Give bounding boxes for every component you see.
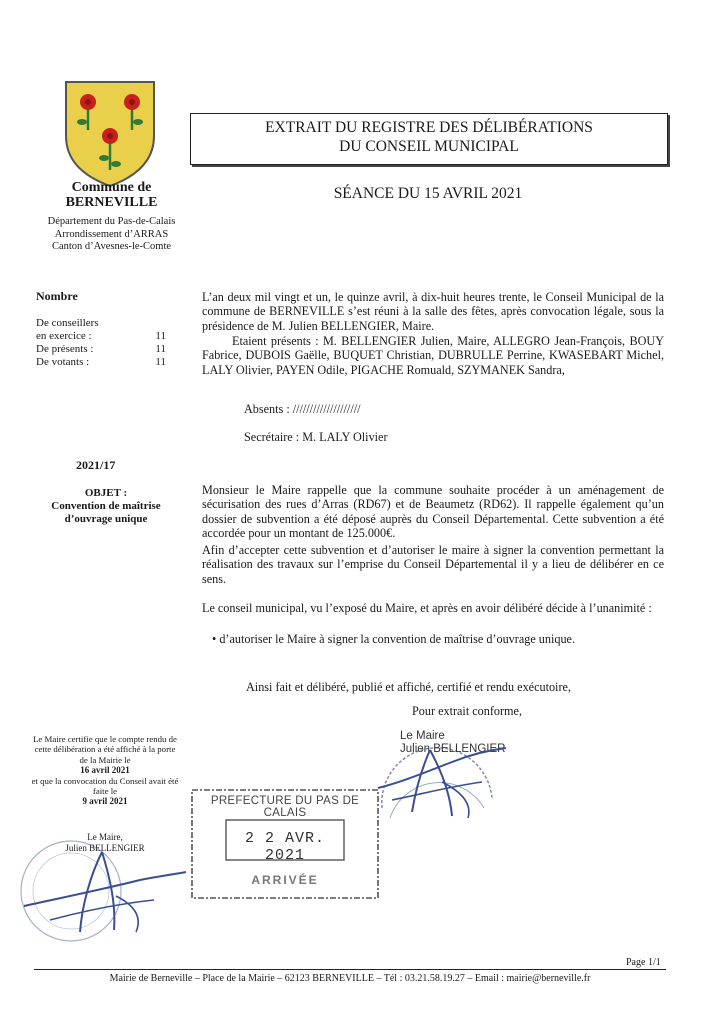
register-line-1: EXTRAIT DU REGISTRE DES DÉLIBÉRATIONS [265,119,593,136]
deliberation-number: 2021/17 [76,458,116,472]
stamp-title: PREFECTURE DU PAS DE CALAIS [210,795,360,819]
stats-row [36,356,166,369]
certif-text-2: et que la convocation du Conseil avait été faite le [31,775,179,797]
stats-row [36,343,166,356]
page-number: Page 1/1 [626,957,661,968]
paragraph-convention: Afin d’accepter cette subvention et d’autoriser le maire à signer la convention permettant la réalisation des travaux sur l’emprise du Conseil Départemental il y a lieu de délibérer en ce sens. [202,543,664,586]
coat-of-arms-logo [62,78,158,188]
presents-paragraph: Etaient présents : M. BELLENGIER Julien, Maire, ALLEGRO Jean-François, BOUY Fabrice, DUBOIS Gaëlle, BUQUET Christian, DUBRULLE Perrine, KWASEBART Michel, LALY Olivier, PAYEN Odile, PIGACHE Romuald, SZYMANEK Sandra, [202,334,664,377]
closing-line: Ainsi fait et délibéré, publié et affiché, certifié et rendu exécutoire, [246,680,571,694]
stats-row [36,330,166,343]
commune-name: BERNEVILLE [65,195,158,210]
certif-date-1: 16 avril 2021 [80,765,130,776]
certif-date-2: 9 avril 2021 [82,796,128,807]
maire-name: Julien BELLENGIER [400,743,506,755]
certif-text-1: Le Maire certifie que le compte rendu de cette délibération a été affiché à la porte de la Mairie le [33,734,177,765]
paragraph-decision: Le conseil municipal, vu l’exposé du Maire, et après en avoir délibéré décide à l’unanimité : [202,601,652,615]
register-line-2: DU CONSEIL MUNICIPAL [339,138,519,155]
stats-value: 11 [155,356,166,368]
commune-details [34,216,189,254]
stats-value: 11 [155,330,166,342]
stats-label: en exercice : [36,330,92,342]
handwritten-signature-left [20,846,190,936]
stats-value: 11 [155,343,166,355]
commune-title [34,180,189,210]
commune-label: Commune de [71,180,152,195]
stats-label: De votants : [36,356,90,368]
decision-bullet: • d’autoriser le Maire à signer la convention de maîtrise d’ouvrage unique. [212,632,575,646]
stamp-date: 2 2 AVR. 2021 [244,830,325,864]
footer-divider [34,969,666,970]
stats-label: De présents : [36,343,94,355]
certification-block [30,734,180,807]
intro-paragraph: L’an deux mil vingt et un, le quinze avril, à dix-huit heures trente, le Conseil Municipal de la commune de BERNEVILLE s’est réuni à la salle des fêtes, après convocation légale, sous la présidence de M. Julien BELLENGIER, Maire. [202,290,664,333]
register-title-box [190,113,668,165]
maire-left-label: Le Maire, [87,832,123,842]
stamp-status: ARRIVÉE [251,873,319,887]
arrondissement: Arrondissement d’ARRAS [54,228,169,240]
handwritten-signature-right [372,742,512,822]
absents-line: Absents : //////////////////// [244,402,361,416]
objet-block [38,487,174,526]
paragraph-rappel: Monsieur le Maire rappelle que la commune souhaite procéder à un aménagement de sécurisation des rues d’Arras (RD67) et de Beaumetz (RD62). Il rappelle également qu’un dossier de subvention a été déposé auprès du Conseil Départemental. Cette subvention a été accordée pour un montant de 125.000€. [202,483,664,541]
canton: Canton d’Avesnes-le-Comte [51,241,172,252]
objet-text: Convention de maîtrise d’ouvrage unique [51,500,161,525]
nombre-title: Nombre [36,289,78,303]
extrait-conforme: Pour extrait conforme, [412,704,522,718]
conseillers-stats [36,317,166,369]
secretaire-line: Secrétaire : M. LALY Olivier [244,430,388,444]
departement: Département du Pas-de-Calais [47,216,176,227]
seance-date: SÉANCE DU 15 AVRIL 2021 [333,185,523,202]
objet-label: OBJET : [84,487,128,499]
stats-heading: De conseillers [36,317,99,329]
maire-left-name: Julien BELLENGIER [65,842,145,853]
maire-title: Le Maire [400,730,445,742]
footer-address: Mairie de Berneville – Place de la Mairie – 62123 BERNEVILLE – Tél : 03.21.58.19.27 – Email : mairie@berneville.fr [109,973,591,984]
